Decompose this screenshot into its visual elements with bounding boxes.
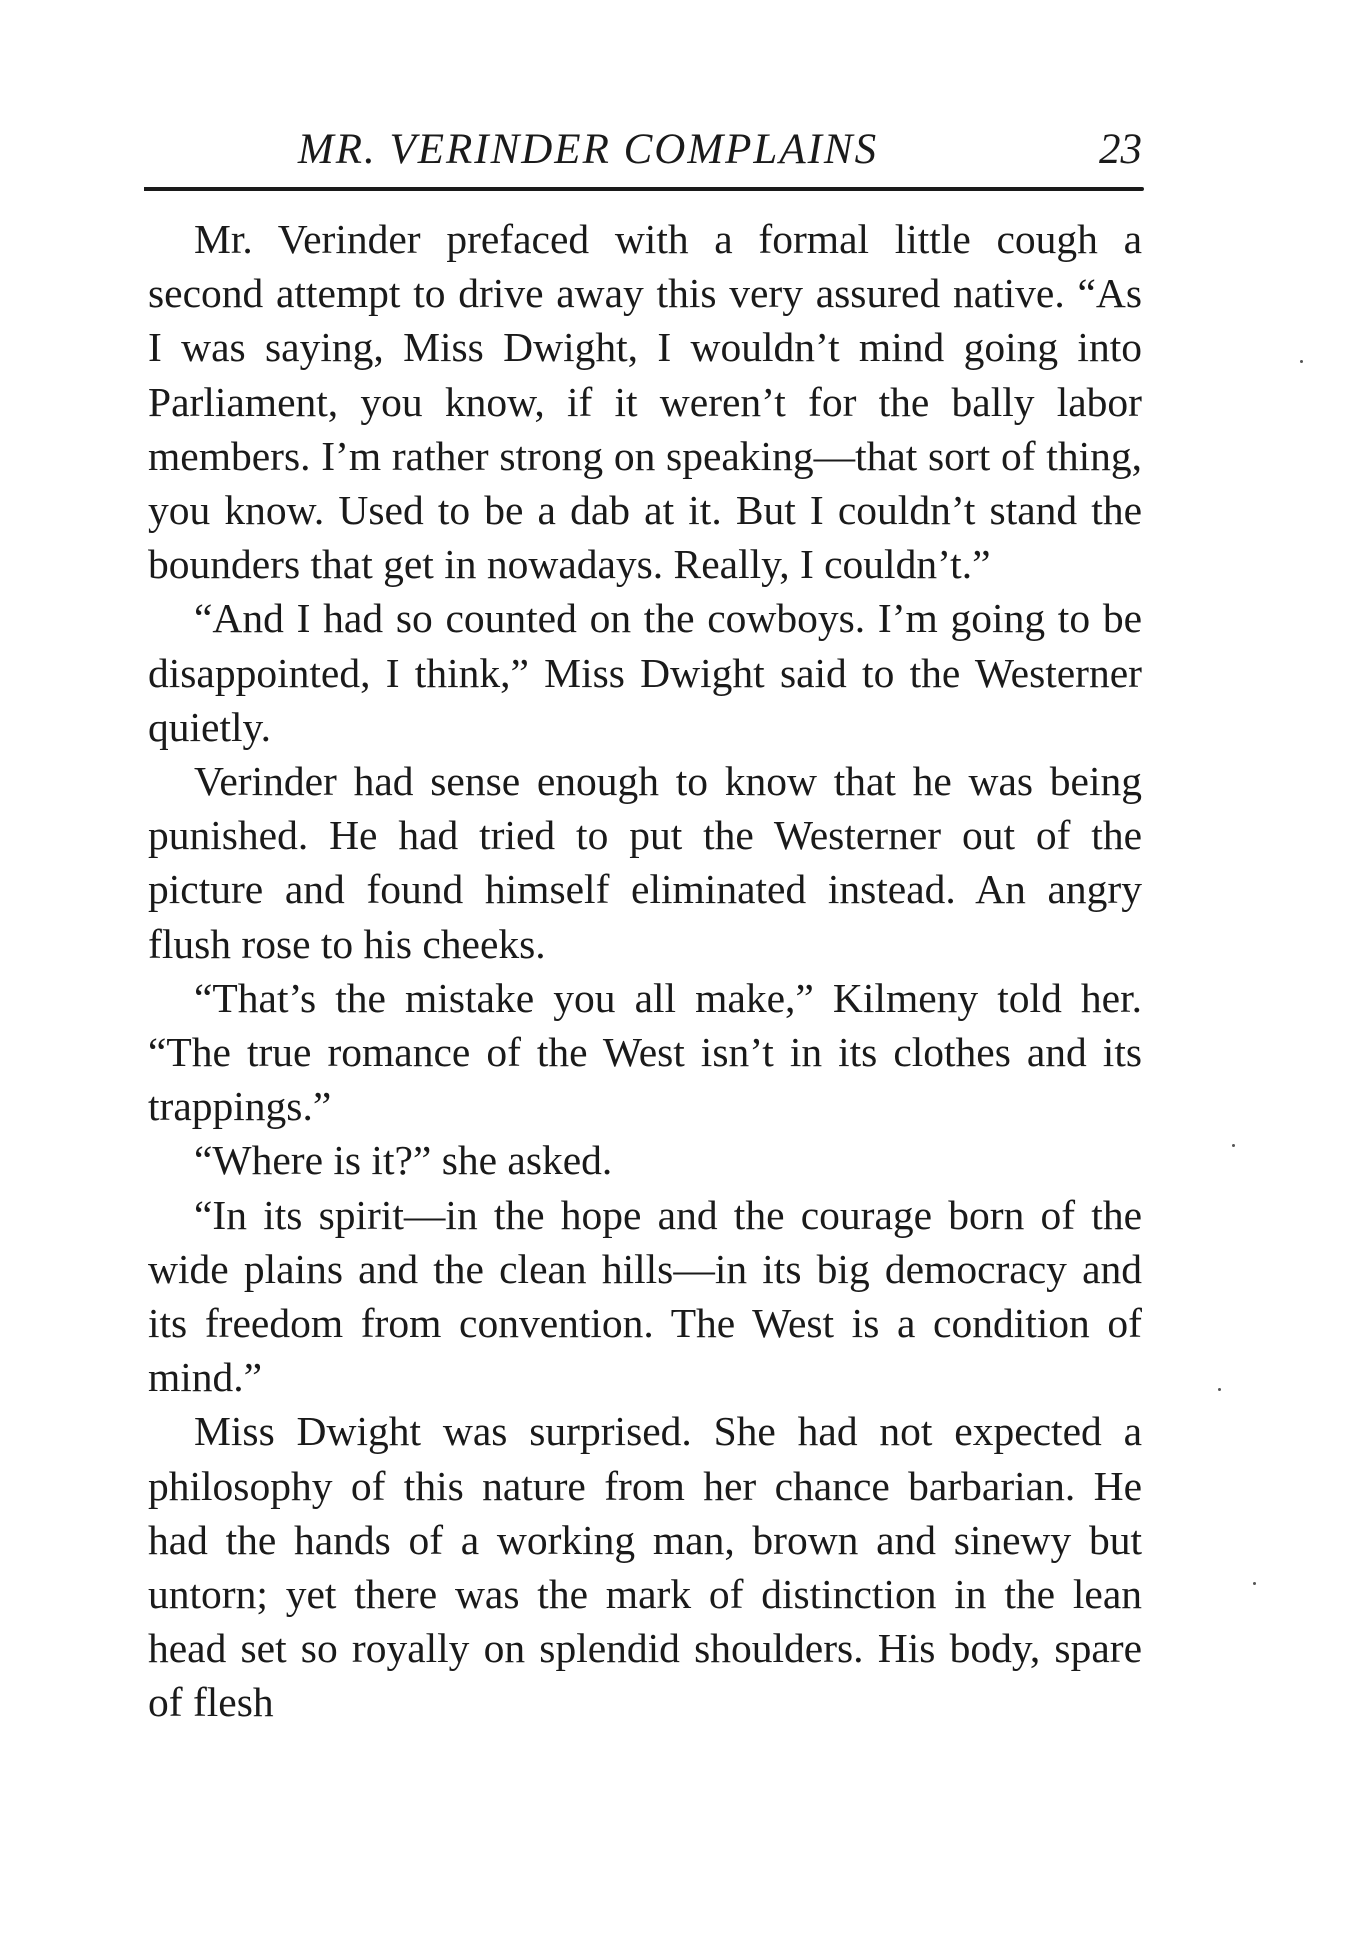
- running-title: MR. VERINDER COMPLAINS: [297, 126, 879, 173]
- paper-speck: [1253, 1582, 1256, 1585]
- paragraph: “And I had so counted on the cowboys. I’m going to be disappointed, I think,” Miss Dwight said to the Westerner quietly.: [148, 595, 1142, 750]
- paragraph: Mr. Verinder prefaced with a formal little cough a second attempt to drive away this very assured native. “As I was saying, Miss Dwight, I wouldn’t mind going into Parliament, you know, if it weren’t for the bally labor members. I’m rather strong on speaking—that sort of thing, you know. Used to be a dab at it. But I couldn’t stand the bounders that get in nowadays. Really, I couldn’t.”: [148, 216, 1142, 588]
- running-head: [148, 124, 1142, 184]
- page-number: 23: [1099, 126, 1142, 173]
- body-text: [148, 212, 1142, 1730]
- paper-speck: [1218, 1388, 1221, 1391]
- header-rule: [144, 187, 1144, 191]
- paragraph: Verinder had sense enough to know that he was being punished. He had tried to put the Westerner out of the picture and found himself eliminated instead. An angry flush rose to his cheeks.: [148, 758, 1142, 967]
- paper-speck: [1232, 1144, 1235, 1147]
- paragraph: Miss Dwight was surprised. She had not expected a philosophy of this nature from her chance barbarian. He had the hands of a working man, brown and sinewy but untorn; yet there was the mark of distinction in the lean head set so royally on splendid shoulders. His body, spare of flesh: [148, 1408, 1142, 1726]
- paragraph: “Where is it?” she asked.: [194, 1137, 613, 1184]
- paragraph: “In its spirit—in the hope and the courage born of the wide plains and the clean hills—in its big democracy and its freedom from convention. The West is a condition of mind.”: [148, 1191, 1142, 1401]
- paper-speck: [1300, 360, 1303, 363]
- paragraph: “That’s the mistake you all make,” Kilmeny told her. “The true romance of the West isn’t in its clothes and its trappings.”: [148, 974, 1142, 1130]
